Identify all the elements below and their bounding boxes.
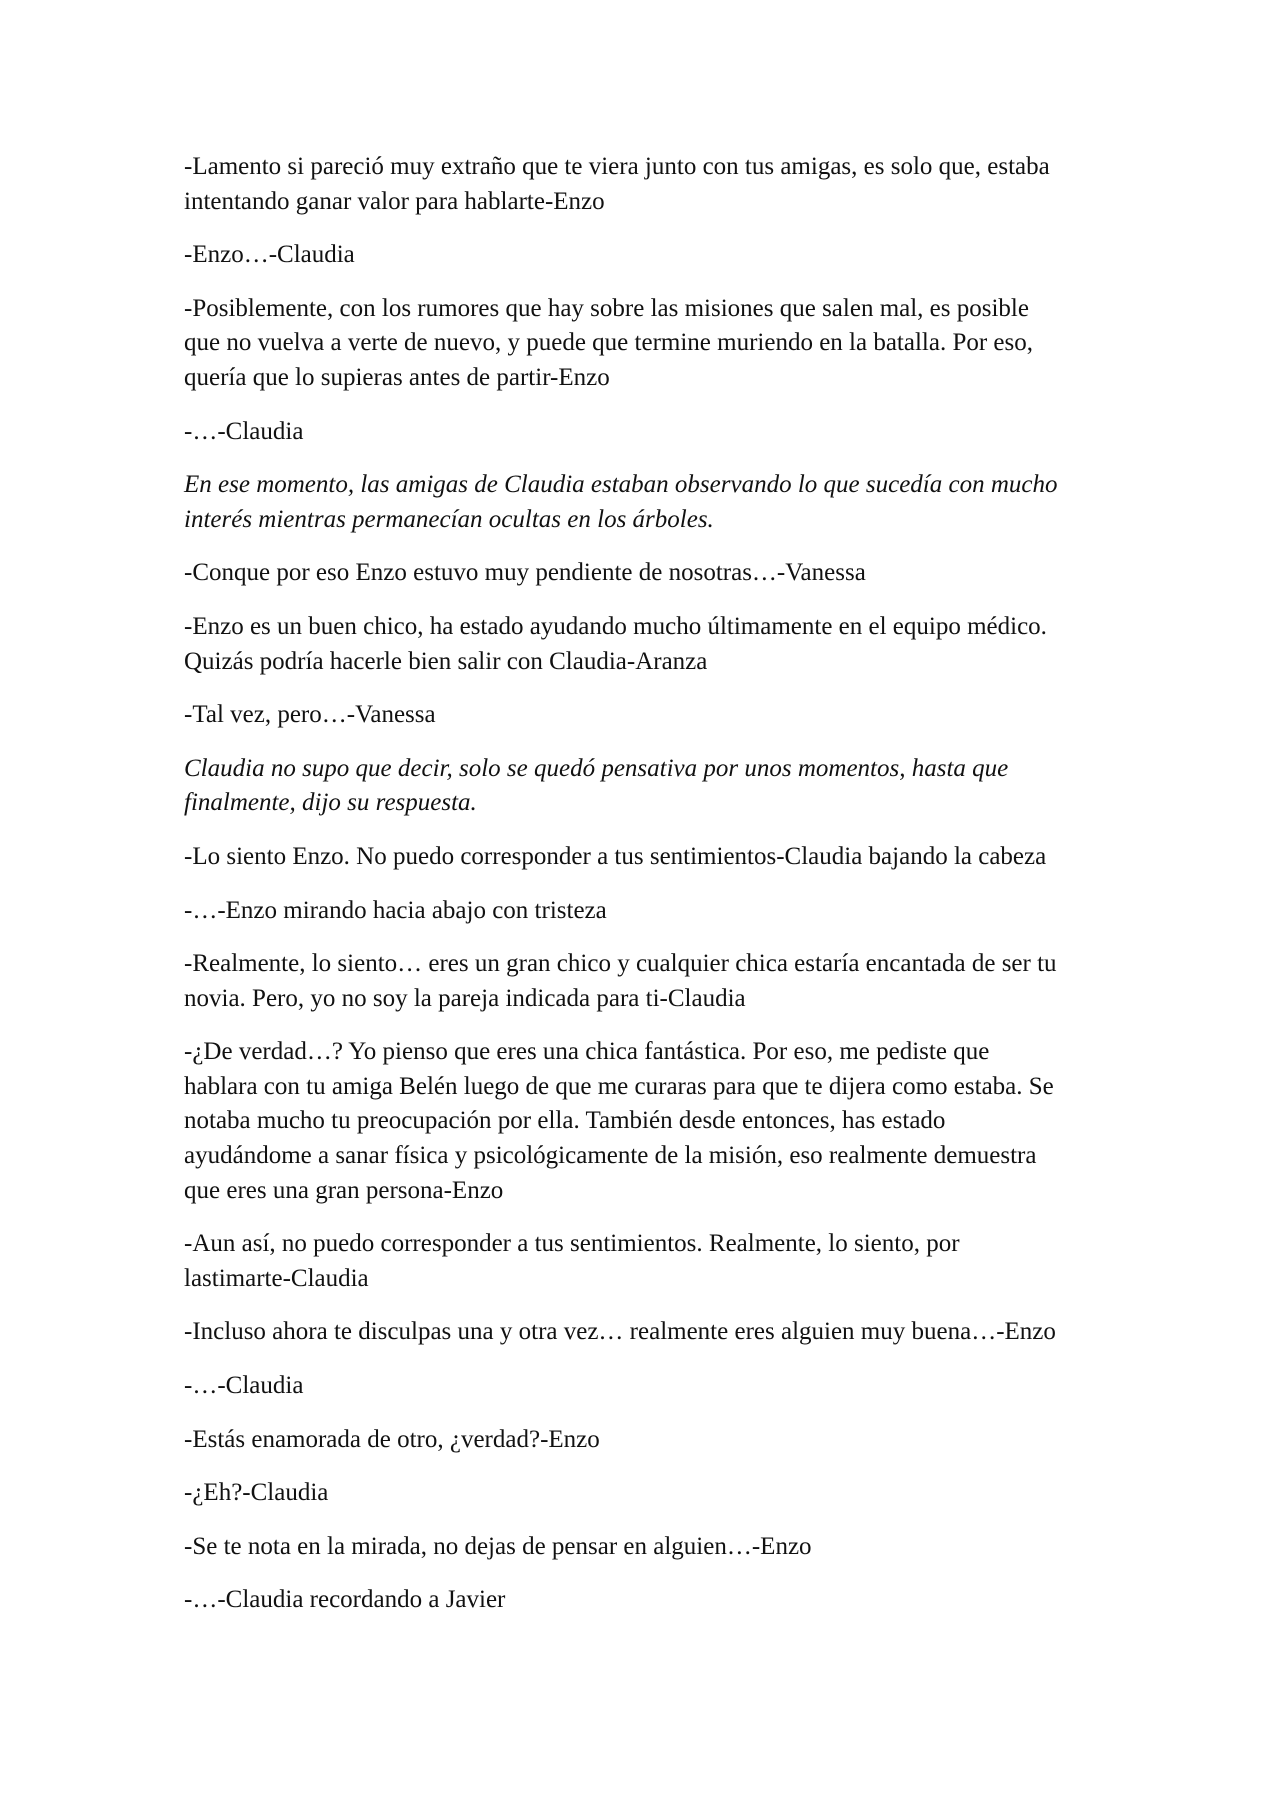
- text-line: que eres una gran persona-Enzo: [184, 1176, 504, 1204]
- text-line: intentando ganar valor para hablarte-Enzo: [184, 187, 605, 215]
- text-line: que no vuelva a verte de nuevo, y puede que termine muriendo en la batalla. Por eso,: [184, 329, 1034, 357]
- text-line: novia. Pero, yo no soy la pareja indicada para ti-Claudia: [184, 984, 746, 1012]
- dialogue-paragraph: [184, 698, 1104, 733]
- text-line: lastimarte-Claudia: [184, 1264, 369, 1292]
- text-line: ayudándome a sanar física y psicológicamente de la misión, eso realmente demuestra: [184, 1142, 1037, 1170]
- dialogue-paragraph: [184, 1423, 1104, 1458]
- text-line: -Conque por eso Enzo estuvo muy pendiente de nosotras…-Vanessa: [184, 559, 866, 587]
- narration-paragraph: [184, 752, 1104, 821]
- text-line: finalmente, dijo su respuesta.: [184, 789, 477, 817]
- dialogue-paragraph: [184, 1035, 1104, 1208]
- text-line: Claudia no supo que decir, solo se quedó pensativa por unos momentos, hasta que: [184, 754, 1009, 782]
- dialogue-paragraph: [184, 415, 1104, 450]
- dialogue-paragraph: [184, 556, 1104, 591]
- text-line: En ese momento, las amigas de Claudia estaban observando lo que sucedía con mucho: [184, 471, 1058, 499]
- text-line: -Aun así, no puedo corresponder a tus sentimientos. Realmente, lo siento, por: [184, 1230, 960, 1258]
- text-line: -Lamento si pareció muy extraño que te viera junto con tus amigas, es solo que, estaba: [184, 153, 1050, 180]
- dialogue-paragraph: [184, 1315, 1104, 1350]
- dialogue-paragraph: [184, 894, 1104, 929]
- dialogue-paragraph: [184, 1369, 1104, 1404]
- document-page: [184, 150, 1104, 1637]
- dialogue-paragraph: [184, 947, 1104, 1016]
- dialogue-paragraph: [184, 1530, 1104, 1565]
- text-line: -Tal vez, pero…-Vanessa: [184, 701, 436, 729]
- text-line: -Incluso ahora te disculpas una y otra vez… realmente eres alguien muy buena…-Enzo: [184, 1318, 1056, 1346]
- text-line: -Enzo…-Claudia: [184, 241, 355, 269]
- dialogue-paragraph: [184, 238, 1104, 273]
- dialogue-paragraph: [184, 840, 1104, 875]
- text-line: -Realmente, lo siento… eres un gran chico y cualquier chica estaría encantada de ser tu: [184, 950, 1057, 978]
- text-line: notaba mucho tu preocupación por ella. También desde entonces, has estado: [184, 1107, 946, 1135]
- text-line: -Posiblemente, con los rumores que hay sobre las misiones que salen mal, es posible: [184, 294, 1029, 322]
- text-line: -¿Eh?-Claudia: [184, 1479, 329, 1507]
- text-line: -Lo siento Enzo. No puedo corresponder a tus sentimientos-Claudia bajando la cabeza: [184, 842, 1047, 870]
- text-line: interés mientras permanecían ocultas en los árboles.: [184, 505, 714, 533]
- text-line: -…-Claudia: [184, 1372, 304, 1400]
- text-line: Quizás podría hacerle bien salir con Claudia-Aranza: [184, 647, 708, 675]
- dialogue-paragraph: [184, 1476, 1104, 1511]
- dialogue-paragraph: [184, 150, 1104, 219]
- dialogue-paragraph: [184, 610, 1104, 679]
- text-line: -…-Enzo mirando hacia abajo con tristeza: [184, 896, 607, 924]
- text-line: -¿De verdad…? Yo pienso que eres una chica fantástica. Por eso, me pediste que: [184, 1038, 990, 1066]
- narration-paragraph: [184, 468, 1104, 537]
- dialogue-paragraph: [184, 1227, 1104, 1296]
- text-line: -Enzo es un buen chico, ha estado ayudando mucho últimamente en el equipo médico.: [184, 612, 1047, 640]
- text-line: -…-Claudia recordando a Javier: [184, 1586, 506, 1614]
- text-line: -Se te nota en la mirada, no dejas de pensar en alguien…-Enzo: [184, 1532, 812, 1560]
- text-line: -…-Claudia: [184, 417, 304, 445]
- dialogue-paragraph: [184, 292, 1104, 396]
- text-line: hablara con tu amiga Belén luego de que me curaras para que te dijera como estaba. Se: [184, 1072, 1054, 1100]
- text-line: quería que lo supieras antes de partir-Enzo: [184, 363, 610, 391]
- dialogue-paragraph: [184, 1583, 1104, 1618]
- text-line: -Estás enamorada de otro, ¿verdad?-Enzo: [184, 1425, 600, 1453]
